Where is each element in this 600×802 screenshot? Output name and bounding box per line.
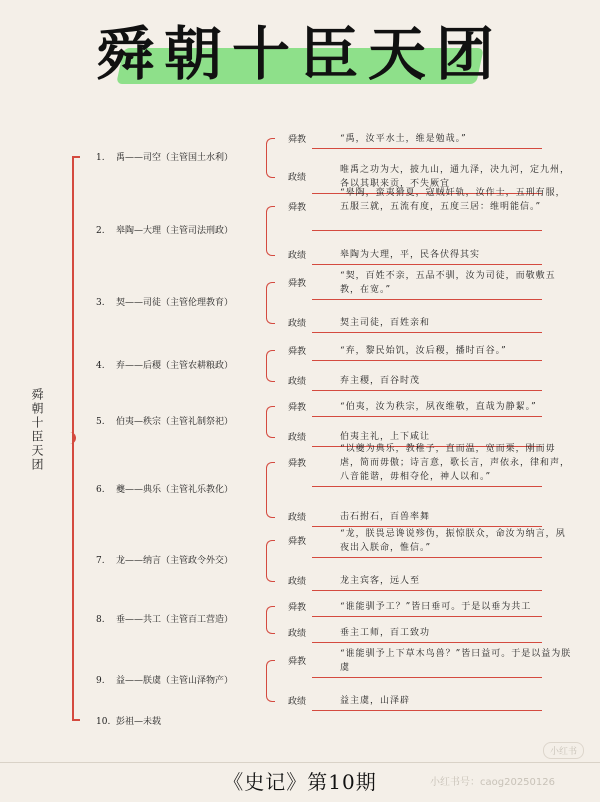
appointment-label: 舜教 [288, 537, 307, 547]
minister-number: 5. [96, 417, 105, 427]
minister-name: 禹——司空（主管国土水利） [116, 153, 234, 163]
achievement-label: 政绩 [288, 577, 307, 587]
minister-name: 彭祖—未载 [116, 717, 162, 727]
appointment-label: 舜教 [288, 203, 307, 213]
minister-2 [96, 223, 233, 236]
appointment-label: 舜教 [288, 657, 307, 667]
main-brace-bottom [72, 719, 80, 721]
minister-3 [96, 295, 233, 308]
achievement-text: 击石拊石，百兽率舞 [340, 512, 431, 522]
appointment-text: “谁能驯予工？”皆曰垂可。于是以垂为共工 [340, 602, 532, 612]
appointment-text: “谁能驯予上下草木鸟兽？”皆曰益可。于是以益为朕虞 [340, 649, 572, 673]
minister-name: 伯夷—秩宗（主管礼制祭祀） [116, 417, 234, 427]
sub-brace [266, 350, 275, 382]
app-badge: 小红书 [543, 742, 584, 759]
achievement-label: 政绩 [288, 513, 307, 523]
minister-6 [96, 482, 233, 495]
minister-name: 益——朕虞（主管山泽物产） [116, 676, 234, 686]
sub-brace [266, 206, 275, 256]
appointment-text: “弃，黎民始饥，汝后稷，播时百谷。” [340, 346, 507, 356]
minister-number: 9. [96, 676, 105, 686]
sub-brace [266, 138, 275, 178]
achievement-label: 政绩 [288, 319, 307, 329]
appointment-text: “皋陶，蛮夷猾夏，寇贼奸轨，汝作士，五刑有服，五服三就，五流有度，五度三居：维明能信。” [340, 188, 566, 212]
underline-rule [312, 264, 542, 265]
minister-number: 1. [96, 153, 105, 163]
achievement-label: 政绩 [288, 697, 307, 707]
minister-number: 2. [96, 226, 105, 236]
appointment-text: “契，百姓不亲，五品不驯，汝为司徒，而敬敷五教，在宽。” [340, 271, 556, 295]
achievement-label: 政绩 [288, 377, 307, 387]
underline-rule [312, 332, 542, 333]
appointment-text: “禹，汝平水土，维是勉哉。” [340, 134, 467, 144]
sub-brace [266, 406, 275, 438]
minister-name: 夔——典乐（主管礼乐教化） [116, 485, 234, 495]
appointment-label: 舜教 [288, 279, 307, 289]
footer-divider [0, 762, 600, 763]
underline-rule [312, 230, 542, 231]
underline-rule [312, 148, 542, 149]
main-brace-top [72, 156, 80, 158]
minister-name: 弃——后稷（主管农耕粮政） [116, 361, 234, 371]
achievement-label: 政绩 [288, 433, 307, 443]
minister-number: 6. [96, 485, 105, 495]
achievement-text: 伯夷主礼，上下咸让 [340, 432, 431, 442]
page-title: 舜朝十臣天团 [95, 20, 504, 88]
minister-8 [96, 612, 233, 625]
appointment-label: 舜教 [288, 403, 307, 413]
footer-title: 《史记》第10期 [223, 770, 377, 794]
underline-rule [312, 416, 542, 417]
underline-rule [312, 642, 542, 643]
minister-9 [96, 673, 233, 686]
minister-number: 4. [96, 361, 105, 371]
sub-brace [266, 660, 275, 702]
minister-name: 垂——共工（主管百工营造） [116, 615, 234, 625]
watermark: 小红书号：caog20250126 [430, 777, 555, 788]
achievement-label: 政绩 [288, 251, 307, 261]
achievement-text: 弃主稷，百谷时茂 [340, 376, 421, 386]
minister-number: 10. [96, 717, 111, 727]
minister-number: 3. [96, 298, 105, 308]
appointment-label: 舜教 [288, 459, 307, 469]
appointment-label: 舜教 [288, 603, 307, 613]
underline-rule [312, 486, 542, 487]
minister-name: 契——司徒（主管伦理教育） [116, 298, 234, 308]
underline-rule [312, 677, 542, 678]
underline-rule [312, 590, 542, 591]
minister-number: 8. [96, 615, 105, 625]
achievement-text: 龙主宾客，远人至 [340, 576, 421, 586]
achievement-text: 益主虞，山泽辟 [340, 696, 411, 706]
underline-rule [312, 360, 542, 361]
underline-rule [312, 299, 542, 300]
appointment-text: “伯夷，汝为秩宗，夙夜维敬，直哉为静絜。” [340, 402, 537, 412]
achievement-label: 政绩 [288, 629, 307, 639]
appointment-text: “龙，朕畏忌谗说殄伪，振惊朕众，命汝为纳言，夙夜出入朕命，惟信。” [340, 529, 566, 553]
underline-rule [312, 390, 542, 391]
sub-brace [266, 540, 275, 582]
achievement-text: 垂主工师，百工致功 [340, 628, 431, 638]
achievement-text: 皋陶为大理，平，民各伏得其实 [340, 250, 481, 260]
appointment-label: 舜教 [288, 347, 307, 357]
minister-5 [96, 414, 233, 427]
appointment-label: 舜教 [288, 135, 307, 145]
root-label: 舜朝十臣天团 [30, 388, 44, 472]
main-brace-nub [66, 432, 76, 444]
minister-number: 7. [96, 556, 105, 566]
minister-name: 龙——纳言（主管政令外交） [116, 556, 234, 566]
achievement-text: 契主司徒，百姓亲和 [340, 318, 431, 328]
achievement-text: 唯禹之功为大，披九山，通九泽，决九河，定九州，各以其职来贡，不失厥宜 [340, 165, 571, 189]
underline-rule [312, 616, 542, 617]
appointment-text: “以夔为典乐，教稚子，直而温，宽而栗，刚而毋虐，简而毋傲；诗言意，歌长言，声依永，律和声，八音能谐，毋相夺伦，神人以和。” [340, 444, 571, 482]
minister-1 [96, 150, 233, 163]
minister-4 [96, 358, 233, 371]
underline-rule [312, 710, 542, 711]
underline-rule [312, 557, 542, 558]
achievement-label: 政绩 [288, 173, 307, 183]
sub-brace [266, 462, 275, 518]
sub-brace [266, 606, 275, 634]
minister-10 [96, 714, 161, 727]
minister-7 [96, 553, 233, 566]
title-area [0, 14, 600, 94]
minister-name: 皋陶—大理（主管司法刑政） [116, 226, 234, 236]
sub-brace [266, 282, 275, 324]
